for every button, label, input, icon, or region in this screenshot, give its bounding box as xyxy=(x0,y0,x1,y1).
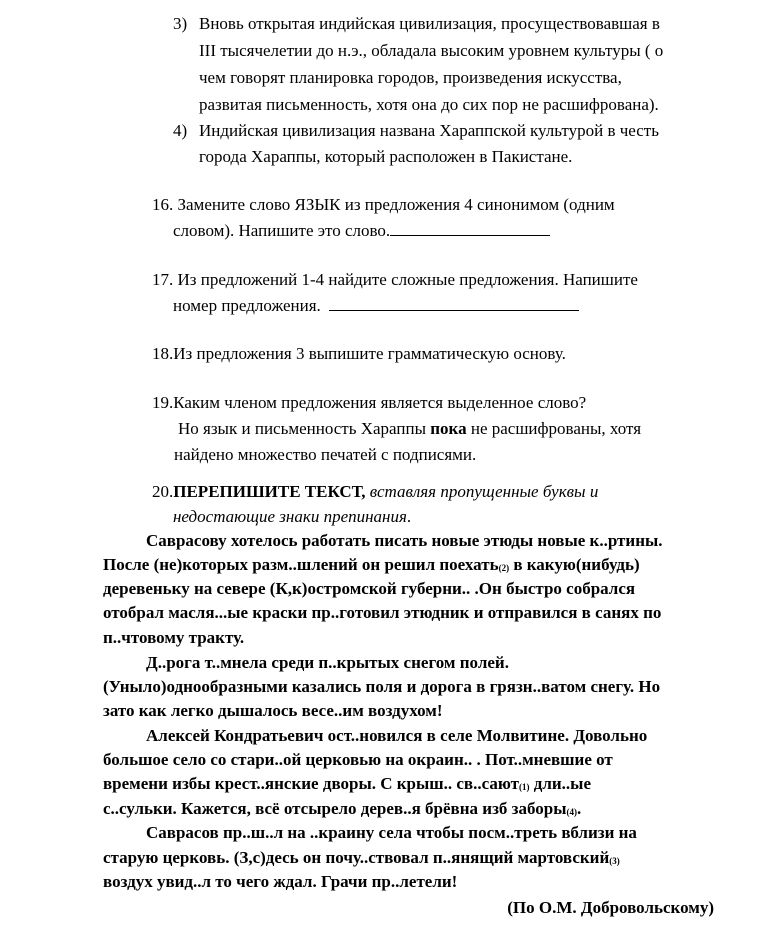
question-16-prompt: словом). Напишите это слово. xyxy=(173,221,391,240)
text-p4-line-3: воздух увид..л то чего ждал. Грачи пр..летели! xyxy=(103,872,458,891)
list-item-3-number: 3) xyxy=(173,14,188,33)
text-p3-line-3a: времени избы крест..янские дворы. С крыш.. св..сают xyxy=(103,774,519,793)
question-16-line-2 xyxy=(173,221,550,241)
list-item-4-line-2: города Хараппы, который расположен в Пакистане. xyxy=(199,147,573,166)
text-p4-line-2 xyxy=(103,848,620,871)
text-p1-line-3: деревеньку на севере (К,к)остромской губерни.. .Он быстро собрался xyxy=(103,579,636,598)
question-18: 18.Из предложения 3 выпишите грамматическую основу. xyxy=(152,344,566,363)
text-p2-line-1: Д..рога т..мнела среди п..крытых снегом полей. xyxy=(146,653,509,672)
text-p1-line-2b: в какую(нибудь) xyxy=(509,555,640,574)
list-item-3-line-1: Вновь открытая индийская цивилизация, просуществовавшая в xyxy=(199,14,660,33)
note-marker-1: (1) xyxy=(518,782,530,792)
text-p1-line-2a: После (не)которых разм..шлений он решил поехать xyxy=(103,555,499,574)
question-17-line-1: 17. Из предложений 1-4 найдите сложные предложения. Напишите xyxy=(152,270,638,289)
note-marker-2: (2) xyxy=(498,563,510,573)
list-item-4-number: 4) xyxy=(173,121,188,140)
list-item-3-line-4: развитая письменность, хотя она до сих пор не расшифрована). xyxy=(199,95,659,114)
question-20-heading xyxy=(152,482,598,502)
text-p4-line-2a: старую церковь. (З,с)десь он почу..ствовал п..янящий мартовский xyxy=(103,848,610,867)
question-17-prompt: номер предложения. xyxy=(173,296,321,315)
question-19-text-start: Но язык и письменность Хараппы xyxy=(178,419,431,438)
text-p1-line-5: п..чтовому тракту. xyxy=(103,628,245,647)
text-p3-line-2: большое село со стари..ой церковью на окраин.. . Пот..мневшие от xyxy=(103,750,613,769)
highlighted-word: пока xyxy=(430,419,467,438)
question-20-title: ПЕРЕПИШИТЕ ТЕКСТ, xyxy=(173,482,366,501)
answer-blank-16[interactable] xyxy=(390,235,550,236)
text-p1-line-2 xyxy=(103,555,640,578)
question-20-instruction-2: недостающие знаки препинания xyxy=(173,507,407,526)
text-p3-line-4b: . xyxy=(577,799,582,818)
text-p3-line-3 xyxy=(103,774,591,797)
answer-blank-17[interactable] xyxy=(329,310,579,311)
text-p3-line-4a: с..сульки. Кажется, всё отсырело дерев..я брёвна изб заборы xyxy=(103,799,567,818)
question-17-line-2 xyxy=(173,296,579,316)
question-19-text-end: не расшифрованы, хотя xyxy=(466,419,642,438)
note-marker-4: (4) xyxy=(566,807,577,817)
question-20-instruction-line-2 xyxy=(173,507,411,527)
question-20-number: 20. xyxy=(152,482,174,501)
source-attribution: (По О.М. Добровольскому) xyxy=(507,898,714,917)
text-p1-line-4: отобрал масля...ые краски пр..готовил этюдник и отправился в санях по xyxy=(103,603,662,622)
list-item-3-line-3: чем говорят планировка городов, произведения искусства, xyxy=(199,68,622,87)
question-19-line-1: 19.Каким членом предложения является выделенное слово? xyxy=(152,393,587,412)
list-item-4-line-1: Индийская цивилизация названа Хараппской культурой в честь xyxy=(199,121,659,140)
text-p2-line-3: зато как легко дышалось весе..им воздухом! xyxy=(103,701,443,720)
period: . xyxy=(406,507,412,526)
question-19-line-3: найдено множество печатей с подписями. xyxy=(174,445,477,464)
text-p2-line-2: (Уныло)однообразными казались поля и дорога в грязн..ватом снегу. Но xyxy=(103,677,661,696)
text-p3-line-1: Алексей Кондратьевич ост..новился в селе Молвитине. Довольно xyxy=(146,726,648,745)
text-p3-line-3b: дли..ые xyxy=(529,774,591,793)
text-p4-line-1: Саврасов пр..ш..л на ..краину села чтобы посм..треть вблизи на xyxy=(146,823,637,842)
question-20-instruction-1: вставляя пропущенные буквы и xyxy=(365,482,599,501)
question-19-line-2 xyxy=(178,419,641,439)
question-16-line-1: 16. Замените слово ЯЗЫК из предложения 4 синонимом (одним xyxy=(152,195,615,214)
text-p1-line-1: Саврасову хотелось работать писать новые этюды новые к..ртины. xyxy=(146,531,663,550)
note-marker-3: (3) xyxy=(609,856,620,866)
list-item-3-line-2: III тысячелетии до н.э., обладала высоким уровнем культуры ( о xyxy=(199,41,664,60)
text-p3-line-4 xyxy=(103,799,581,822)
